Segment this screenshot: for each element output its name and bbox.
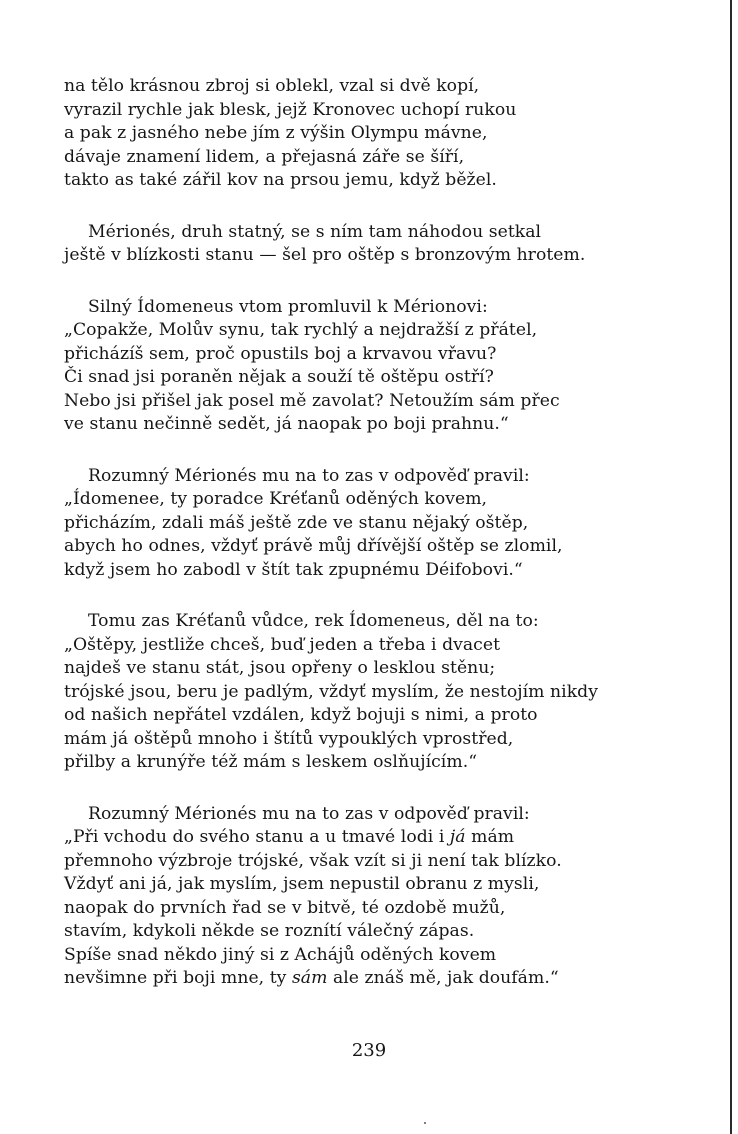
emphasis-text: já (449, 827, 466, 847)
verse-line: přicházím, zdali máš ještě zde ve stanu nějaký oštěp, (64, 512, 529, 533)
verse-line: Rozumný Mérionés mu na to zas v odpověď pravil: (88, 803, 530, 824)
verse-line: když jsem ho zabodl v štít tak zpupnému Déifobovi.“ (64, 559, 523, 580)
verse-line: ještě v blízkosti stanu — šel pro oštěp s bronzovým hrotem. (64, 245, 586, 265)
stanza-6 (64, 803, 704, 991)
verse-line: stavím, kdykoli někde se roznítí válečný zápas. (64, 921, 475, 941)
verse-line: „Ídomenee, ty poradce Kréťanů oděných kovem, (64, 489, 488, 509)
poem-text (64, 75, 704, 1019)
verse-line: na tělo krásnou zbroj si oblekl, vzal si dvě kopí, (64, 76, 480, 96)
verse-line: „Oštěpy, jestliže chceš, buď jeden a třeba i dvacet (64, 634, 501, 655)
verse-line (64, 967, 704, 991)
verse-line: ve stanu nečinně sedět, já naopak po boji prahnu.“ (64, 414, 509, 434)
verse-line: od našich nepřátel vzdálen, když bojuji s nimi, a proto (64, 705, 538, 725)
line-text: „Při vchodu do svého stanu a u tmavé lodi i (64, 827, 450, 847)
verse-line: přemnoho výzbroje trójské, však vzít si ji není tak blízko. (64, 850, 562, 871)
line-text: ale znáš mě, jak doufám.“ (327, 968, 559, 988)
verse-line: přicházíš sem, proč opustils boj a krvavou vřavu? (64, 343, 497, 364)
stanza-3 (64, 296, 704, 437)
verse-line: Vždyť ani já, jak myslím, jsem nepustil obranu z mysli, (64, 874, 540, 894)
verse-line: Nebo jsi přišel jak posel mě zavolat? Netoužím sám přec (64, 390, 560, 411)
verse-line: Silný Ídomeneus vtom promluvil k Mérionovi: (88, 296, 488, 317)
line-text: nevšimne při boji mne, ty (64, 968, 292, 988)
verse-line: Mérionés, druh statný, se s ním tam náhodou setkal (88, 221, 542, 242)
verse-line: a pak z jasného nebe jím z výšin Olympu mávne, (64, 123, 488, 143)
verse-line (64, 826, 704, 850)
verse-line: Spíše snad někdo jiný si z Achájů oděných kovem (64, 944, 497, 965)
verse-line: dávaje znamení lidem, a přejasná záře se šíří, (64, 146, 465, 167)
verse-line: naopak do prvních řad se v bitvě, té ozdobě mužů, (64, 897, 506, 918)
line-text: mám (465, 827, 515, 847)
verse-line: vyrazil rychle jak blesk, jejž Kronovec uchopí rukou (64, 99, 517, 120)
stanza-4 (64, 465, 704, 583)
verse-line: takto as také zářil kov na prsou jemu, když běžel. (64, 170, 497, 190)
verse-line: Tomu zas Kréťanů vůdce, rek Ídomeneus, děl na to: (88, 611, 539, 631)
verse-line: abych ho odnes, vždyť právě můj dřívější oštěp se zlomil, (64, 536, 563, 556)
verse-line: Rozumný Mérionés mu na to zas v odpověď pravil: (88, 465, 530, 486)
verse-line: mám já oštěpů mnoho i štítů vypouklých vprostřed, (64, 728, 514, 749)
verse-line: Či snad jsi poraněn nějak a souží tě oštěpu ostří? (64, 367, 494, 387)
page-number: 239 (351, 1040, 387, 1061)
verse-line: „Copakže, Molův synu, tak rychlý a nejdražší z přátel, (64, 320, 538, 340)
scan-speck (424, 1122, 426, 1124)
stanza-5 (64, 610, 704, 775)
stanza-2 (64, 221, 704, 268)
verse-line: najdeš ve stanu stát, jsou opřeny o lesklou stěnu; (64, 658, 496, 678)
emphasis-text: sám (291, 968, 328, 988)
verse-line: přilby a krunýře též mám s leskem oslňujícím.“ (64, 752, 478, 772)
page-edge-shadow (730, 0, 732, 1134)
stanza-1 (64, 75, 704, 193)
verse-line: trójské jsou, beru je padlým, vždyť myslím, že nestojím nikdy (64, 681, 598, 702)
